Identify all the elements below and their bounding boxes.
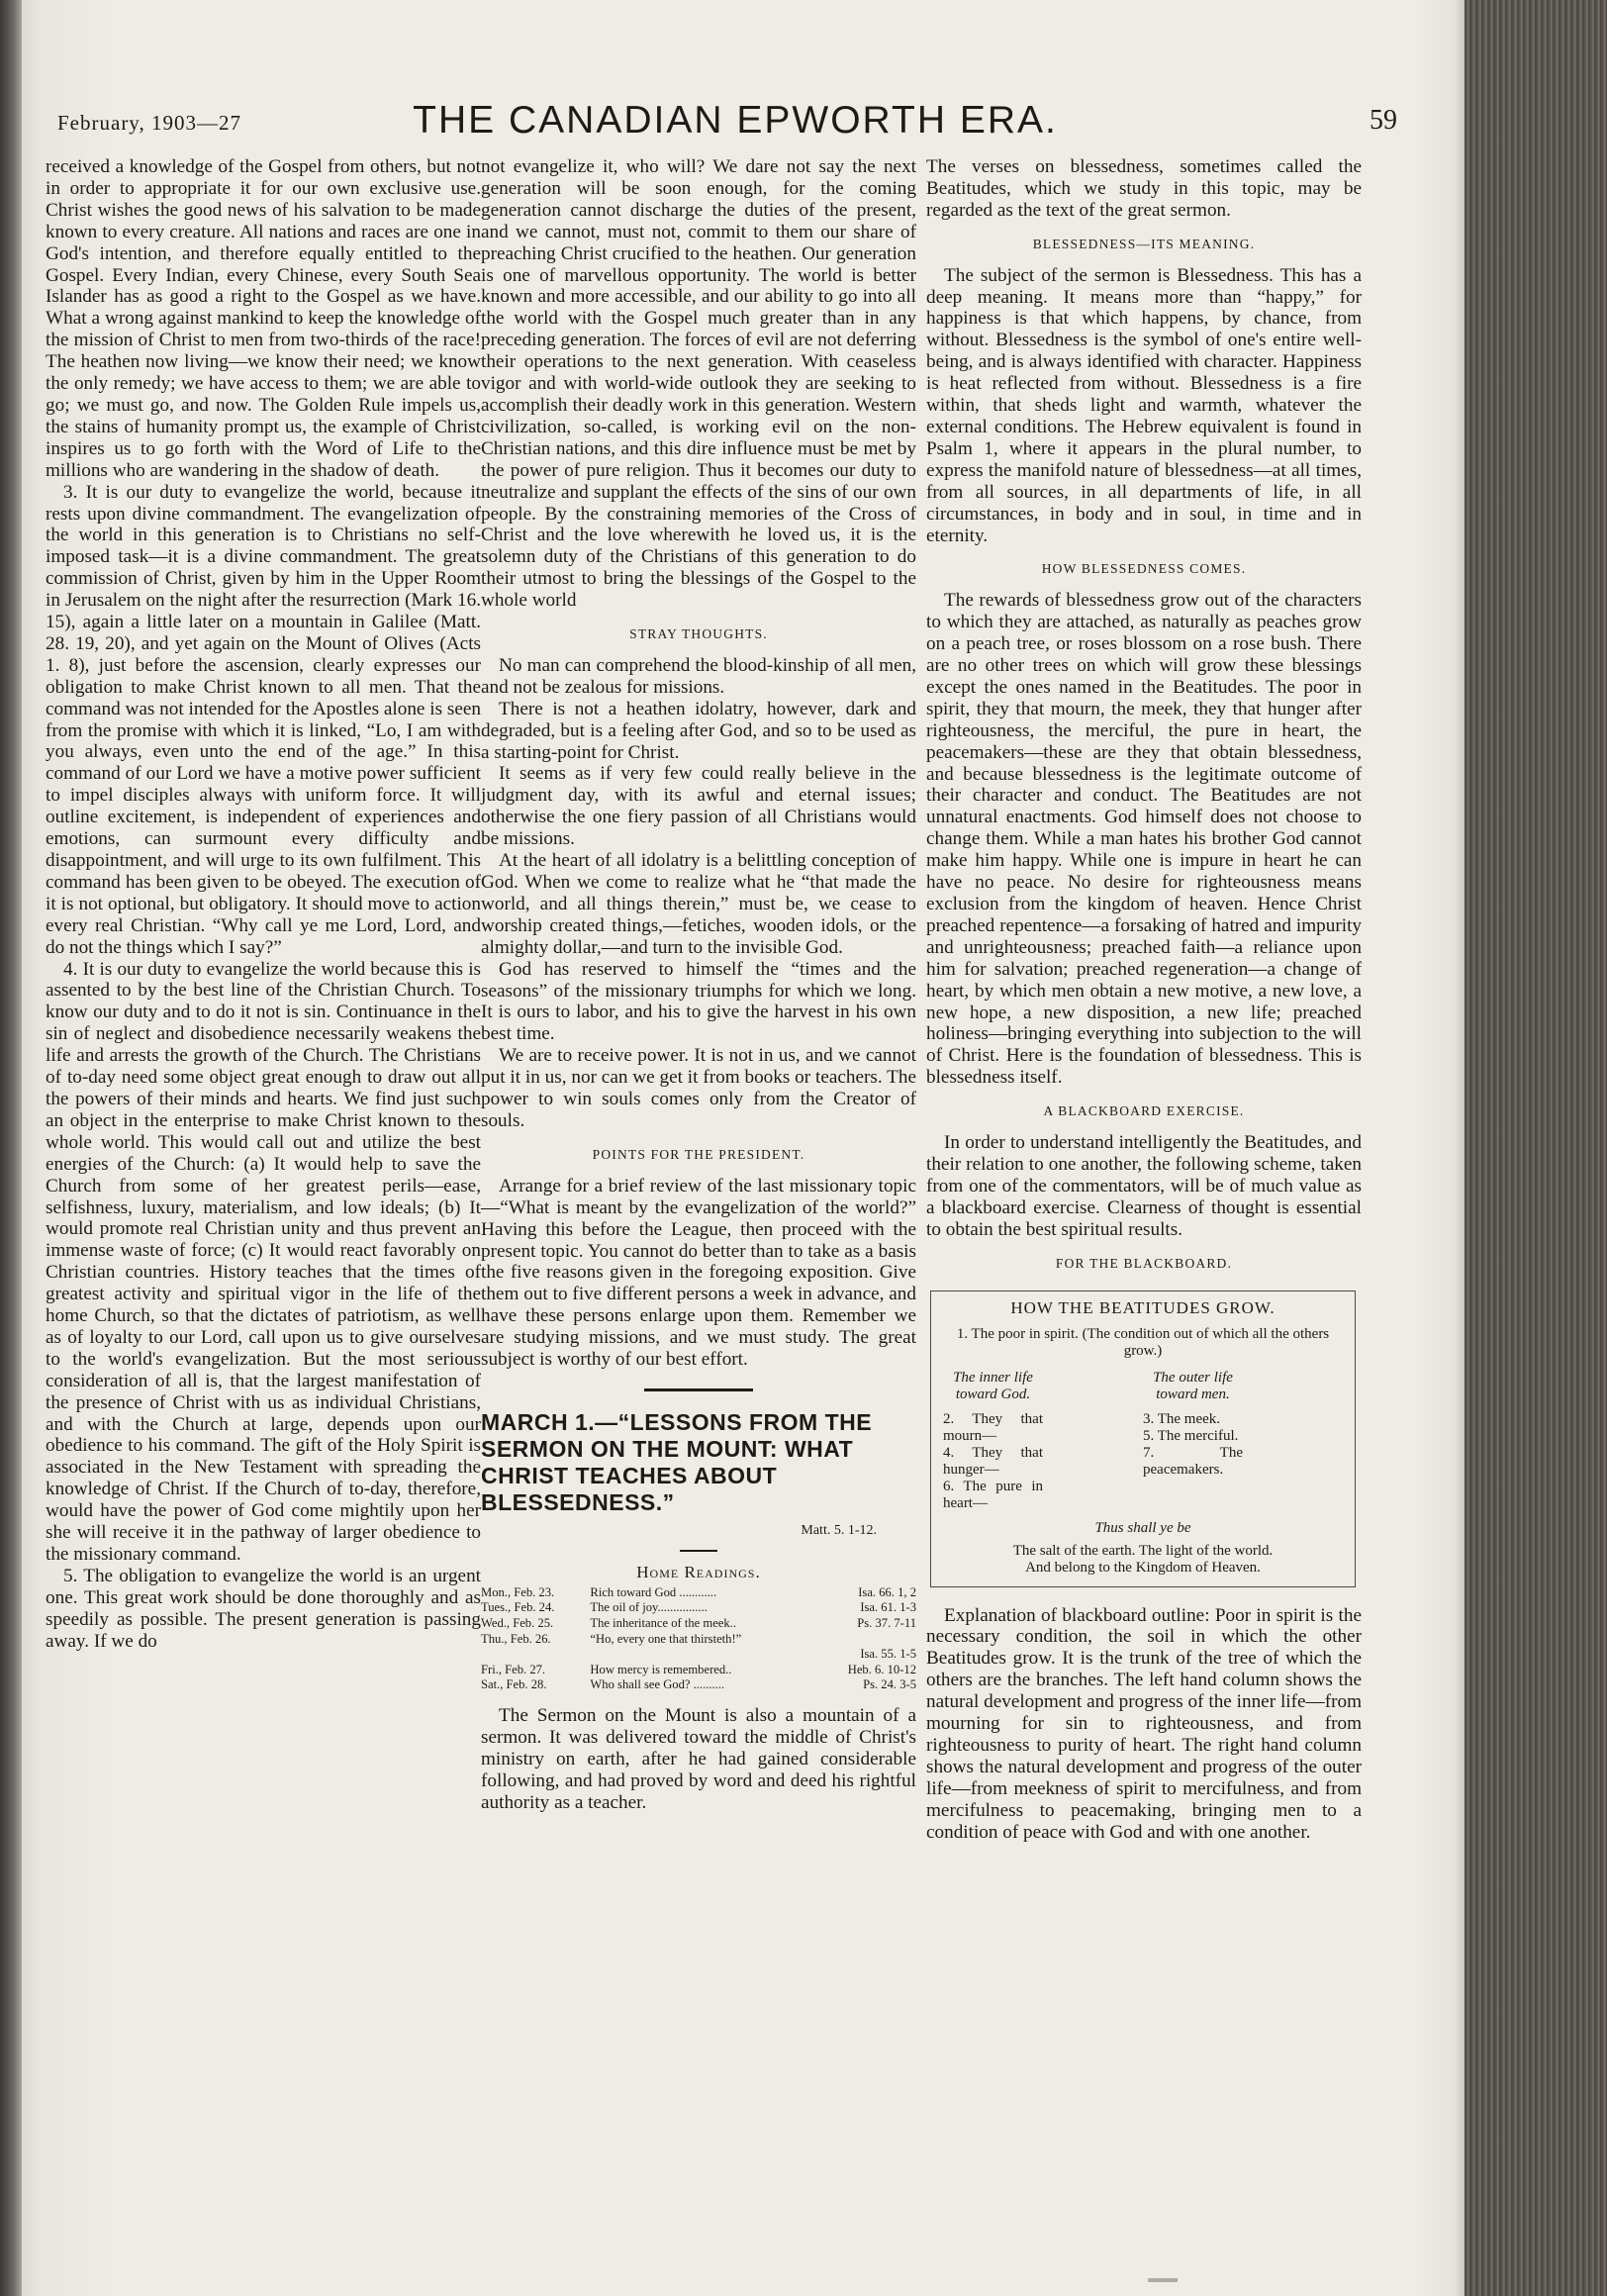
section-heading: A BLACKBOARD EXERCISE. xyxy=(1043,1103,1245,1119)
conclusion-line: The salt of the earth. The light of the world. xyxy=(1012,1542,1274,1559)
reading-day: Mon., Feb. 23. xyxy=(481,1584,555,1599)
paragraph: God has reserved to himself the “times and the seasons” of the missionary triumphs for which we long. It is ours to labor, and his to give the harvest in his own best time. xyxy=(481,958,916,1045)
reading-ref: Isa. 55. 1-5 xyxy=(860,1647,916,1662)
column-3 xyxy=(926,156,1362,1843)
reading-text xyxy=(590,1647,814,1663)
lesson-heading: MARCH 1.—“LESSONS FROM THE SERMON ON THE MOUNT: WHAT CHRIST TEACHES ABOUT BLESSEDNESS.” xyxy=(481,1408,873,1515)
blackboard-first-beatitude: 1. The poor in spirit. (The condition out of which all the others grow.) xyxy=(956,1325,1330,1359)
ink-smudge xyxy=(1148,2278,1178,2282)
column-1 xyxy=(46,156,481,1653)
column-heading: The inner life toward God. xyxy=(953,1369,1033,1402)
blackboard-transition: Thus shall ye be xyxy=(1094,1519,1191,1536)
section-heading: STRAY THOUGHTS. xyxy=(629,626,768,642)
paragraph: We are to receive power. It is not in us, and we cannot put it in us, nor can we get it from books or teachers. The power to win souls comes only from the Creator of souls. xyxy=(481,1045,916,1131)
blackboard-conclusion xyxy=(943,1543,1343,1577)
magazine-title: THE CANADIAN EPWORTH ERA. xyxy=(413,99,1058,142)
paragraph: No man can comprehend the blood-kinship of all men, and not be zealous for missions. xyxy=(481,654,916,698)
reading-ref: Isa. 61. 1-3 xyxy=(860,1600,916,1615)
scripture-reference: Matt. 5. 1-12. xyxy=(801,1522,877,1538)
paragraph: The Sermon on the Mount is also a mountain of a sermon. It was delivered toward the middle of Christ's ministry on earth, after he had gained considerable following, and had proved by word and deed his rightful authority as a teacher. xyxy=(481,1704,916,1813)
paragraph: 3. It is our duty to evangelize the world, because it rests upon divine commandment. The evangelization of the world in this generation is to Christians no self-imposed task—it is a divine commandment. The great commission of Christ, given by him in the Upper Room in Jerusalem on the night after the resurrection (Mark 16. 15), again a little later on a mountain in Galilee (Matt. 28. 19, 20), and yet again on the Mount of Olives (Acts 1. 8), just before the ascension, clearly expresses our obligation to make Christ known to all men. That the command was not intended for the Apostles alone is seen from the promise with which it is linked, “Lo, I am with you always, even unto the end of the age.” In this command of our Lord we have a motive power sufficient to impel disciples always with uniform force. It will outline excitement, is independent of experiences and emotions, can surmount every difficulty and disappointment, and will urge to its own fulfilment. This command has been given to be obeyed. The execution of it is not optional, but obligatory. It should move to action every real Christian. “Why call ye me Lord, Lord, and do not the things which I say?” xyxy=(46,481,481,958)
column-2 xyxy=(481,156,916,1813)
page-number: 59 xyxy=(1370,105,1397,136)
reading-ref: Heb. 6. 10-12 xyxy=(847,1662,916,1676)
table-row xyxy=(481,1632,916,1648)
paragraph: It seems as if very few could really believe in the judgment day, with its awful and eternal issues; otherwise the one fiery passion of all Christians would be missions. xyxy=(481,763,916,850)
paragraph: not evangelize it, who will? We dare not say the next generation will be soon enough, for the coming generation cannot discharge the duties of the present, and we cannot, must not, commit to them our share of preaching Christ crucified to the heathen. Our generation is one of marvellous opportunity. The world is better known and more accessible, and our ability to go into all the world with the Gospel much greater than in any preceding generation. The forces of evil are not deferring their operations to the next generation. With ceaseless vigor and with world-wide outlook they are seeking to accomplish their deadly work in this generation. Western civilization, so-called, is working evil on the non-Christian nations, and this dire influence must be met by the power of pure religion. Thus it becomes our duty to neutralize and supplant the effects of the sins of our own people. By the constraining memories of the Cross of Christ and the love wherewith he loved us, it is the solemn duty of the Christians of this generation to do their utmost to bring the blessings of the Gospel to the whole world xyxy=(481,156,916,612)
list-item: 6. The pure in heart— xyxy=(943,1478,1043,1511)
list-item: 7. The peacemakers. xyxy=(1143,1444,1243,1478)
home-readings-table xyxy=(481,1585,916,1693)
binding-edge xyxy=(0,0,22,2296)
reading-text: The oil of joy................ xyxy=(590,1600,708,1615)
reading-text: How mercy is remembered.. xyxy=(590,1662,732,1676)
table-row xyxy=(481,1663,916,1678)
table-row xyxy=(481,1600,916,1616)
section-heading: POINTS FOR THE PRESIDENT. xyxy=(592,1146,805,1162)
blackboard-outline-box xyxy=(930,1291,1356,1587)
reading-ref xyxy=(814,1632,916,1648)
section-divider xyxy=(644,1388,753,1391)
reading-text: The inheritance of the meek.. xyxy=(590,1615,736,1630)
section-heading: HOW BLESSEDNESS COMES. xyxy=(1041,561,1247,577)
reading-ref: Isa. 66. 1, 2 xyxy=(858,1584,916,1599)
paragraph: The rewards of blessedness grow out of the characters to which they are attached, as naturally as peaches grow on a peach tree, or roses blossom on a rose bush. There are no other trees on which will grow these blessings except the ones named in the Beatitudes. The poor in spirit, they that mourn, the meek, they that hunger after righteousness, the merciful, the pure in heart, the peacemakers—these are they that obtain blessedness, and because blessedness is the legitimate outcome of their character and conduct. The Beatitudes are not unnatural enactments. God himself does not choose to change them. While a man hates his brother God cannot make him happy. While one is impure in heart he can have no peace. No desire for righteousness means exclusion from the kingdom of heaven. Hence Christ preached repentence—a forsaking of hatred and impurity and unrighteousness; preached faith—a reliance upon him for salvation; preached regeneration—a change of heart, by which men obtain a new motive, a new love, a new hope, a new disposition, a new life; preached holiness—bringing everything into subjection to the will of Christ. Here is the foundation of blessedness. This is blessedness itself. xyxy=(926,590,1362,1089)
paragraph: There is not a heathen idolatry, however, dark and degraded, but is a feeling after God, and so to be used as a starting-point for Christ. xyxy=(481,698,916,763)
list-item: 4. They that hunger— xyxy=(943,1444,1043,1478)
reading-day xyxy=(481,1647,590,1663)
running-head xyxy=(57,99,1413,144)
reading-text: Who shall see God? .......... xyxy=(590,1677,725,1692)
reading-day: Sat., Feb. 28. xyxy=(481,1677,547,1692)
paragraph: The verses on blessedness, sometimes called the Beatitudes, which we study in this topic, may be regarded as the text of the great sermon. xyxy=(926,156,1362,221)
list-item: 2. They that mourn— xyxy=(943,1410,1043,1444)
reading-day: Tues., Feb. 24. xyxy=(481,1600,555,1615)
reading-text: “Ho, every one that thirsteth!” xyxy=(590,1631,742,1646)
table-row xyxy=(481,1616,916,1632)
section-heading: FOR THE BLACKBOARD. xyxy=(1055,1255,1233,1271)
paragraph: At the heart of all idolatry is a belittling conception of God. When we come to realize what he “that made the world, and all things therein,” must be, we cease to worship created things,—fetiches, wooden idols, or the almighty dollar,—and turn to the invisible God. xyxy=(481,850,916,958)
section-heading: BLESSEDNESS—ITS MEANING. xyxy=(1032,236,1256,251)
inner-life-column xyxy=(943,1370,1143,1512)
paragraph: The subject of the sermon is Blessedness. This has a deep meaning. It means more than “happy,” for happiness is that which happens, by chance, from without. Blessedness is the symbol of one's entire well-being, and is always identified with character. Happiness is heat reflected from without. Blessedness is a fire within, that sheds light and warmth, whatever the external conditions. The Hebrew equivalent is found in Psalm 1, where it appears in the plural number, to express the manifold nature of blessedness—at all times, from all sources, in all departments of life, in all circumstances, in body and in soul, in time and in eternity. xyxy=(926,264,1362,546)
conclusion-line: And belong to the Kingdom of Heaven. xyxy=(1025,1559,1261,1576)
list-item: 3. The meek. xyxy=(1143,1410,1221,1427)
reading-ref: Ps. 24. 3-5 xyxy=(863,1677,916,1692)
table-row xyxy=(481,1585,916,1601)
book-page-edges xyxy=(1465,0,1607,2296)
reading-day: Fri., Feb. 27. xyxy=(481,1662,546,1676)
reading-text: Rich toward God ............ xyxy=(590,1584,717,1599)
paragraph: Arrange for a brief review of the last missionary topic—“What is meant by the evangelization of the world?” Having this before the League, then proceed with the present topic. You cannot do better than to take as a basis the five reasons given in the foregoing exposition. Give them out to five different persons a week in advance, and have these persons enlarge upon them. Remember we are studying missions, and we must study. The great subject is worthy of our best effort. xyxy=(481,1175,916,1371)
blackboard-columns xyxy=(943,1370,1343,1512)
blackboard-title: HOW THE BEATITUDES GROW. xyxy=(1010,1297,1276,1317)
column-heading: The outer life toward men. xyxy=(1153,1369,1233,1402)
reading-day: Wed., Feb. 25. xyxy=(481,1615,554,1630)
outer-life-column xyxy=(1143,1370,1343,1512)
issue-date: February, 1903—27 xyxy=(57,111,241,135)
paragraph: received a knowledge of the Gospel from others, but not in order to appropriate it for our own exclusive use. Christ wishes the good news of his salvation to be made known to every creature. All nations and races are one in God's intention, and therefore equally entitled to the Gospel. Every Indian, every Chinese, every South Sea Islander has as good a right to the Gospel as we have. What a wrong against mankind to keep the knowledge of the mission of Christ to men from two-thirds of the race! The heathen now living—we know their need; we know the only remedy; we have access to them; we are able to go; we must go, and now. The Golden Rule impels us, the stains of humanity prompt us, the example of Christ inspires us to go forth with the Word of Life to the millions who are wandering in the shadow of death. xyxy=(46,156,481,481)
paragraph: 4. It is our duty to evangelize the world because this is assented to by the best line of the Christian Church. To know our duty and to do it not is sin. Continuance in the sin of neglect and disobedience necessarily weakens the life and arrests the growth of the Church. The Christians of to-day need some object great enough to draw out all the powers of their minds and hearts. We find just such an object in the enterprise to make Christ known to the whole world. This would call out and utilize the best energies of the Church: (a) It would help to save the Church from some of her greatest perils—ease, selfishness, luxury, materialism, and low ideals; (b) It would promote real Christian unity and thus prevent an immense waste of force; (c) It would react favorably on Christian countries. History teaches that the times of greatest activity and spiritual vigor in the life of the home Church, so that the dictates of patriotism, as well as of loyalty to our Lord, call upon us to give ourselves to the world's evangelization. But the most serious consideration of all is, that the largest manifestation of the presence of Christ with us as individual Christians, and with the Church at large, depends upon our obedience to his command. The gift of the Holy Spirit is associated in the New Testament with spreading the knowledge of Christ. If the Church of to-day, therefore, would have the power of God come mightily upon her she will receive it in the pathway of larger obedience to the missionary command. xyxy=(46,958,481,1565)
paragraph: Explanation of blackboard outline: Poor in spirit is the necessary condition, the soil in which the other Beatitudes grow. It is the trunk of the tree of which the others are the branches. The left hand column shows the natural development and progress of the inner life—from mourning for sin to righteousness, and from righteousness to purity of heart. The right hand column shows the natural development and progress of the outer life—from meekness of spirit to mercifulness, and from mercifulness to peacemaking, bringing men to a condition of peace with God and with one another. xyxy=(926,1604,1362,1843)
list-item: 5. The merciful. xyxy=(1143,1427,1239,1444)
short-divider xyxy=(680,1550,717,1552)
table-row xyxy=(481,1677,916,1693)
paragraph: 5. The obligation to evangelize the world is an urgent one. This great work should be done thoroughly and as speedily as possible. The present generation is passing away. If we do xyxy=(46,1565,481,1652)
reading-day: Thu., Feb. 26. xyxy=(481,1631,551,1646)
reading-ref: Ps. 37. 7-11 xyxy=(857,1615,916,1630)
paragraph: In order to understand intelligently the Beatitudes, and their relation to one another, the following scheme, taken from one of the commentators, will be of much value as a blackboard exercise. Clearness of thought is essential to obtain the best spiritual results. xyxy=(926,1132,1362,1240)
table-row xyxy=(481,1647,916,1663)
home-readings-heading: Home Readings. xyxy=(636,1562,761,1581)
